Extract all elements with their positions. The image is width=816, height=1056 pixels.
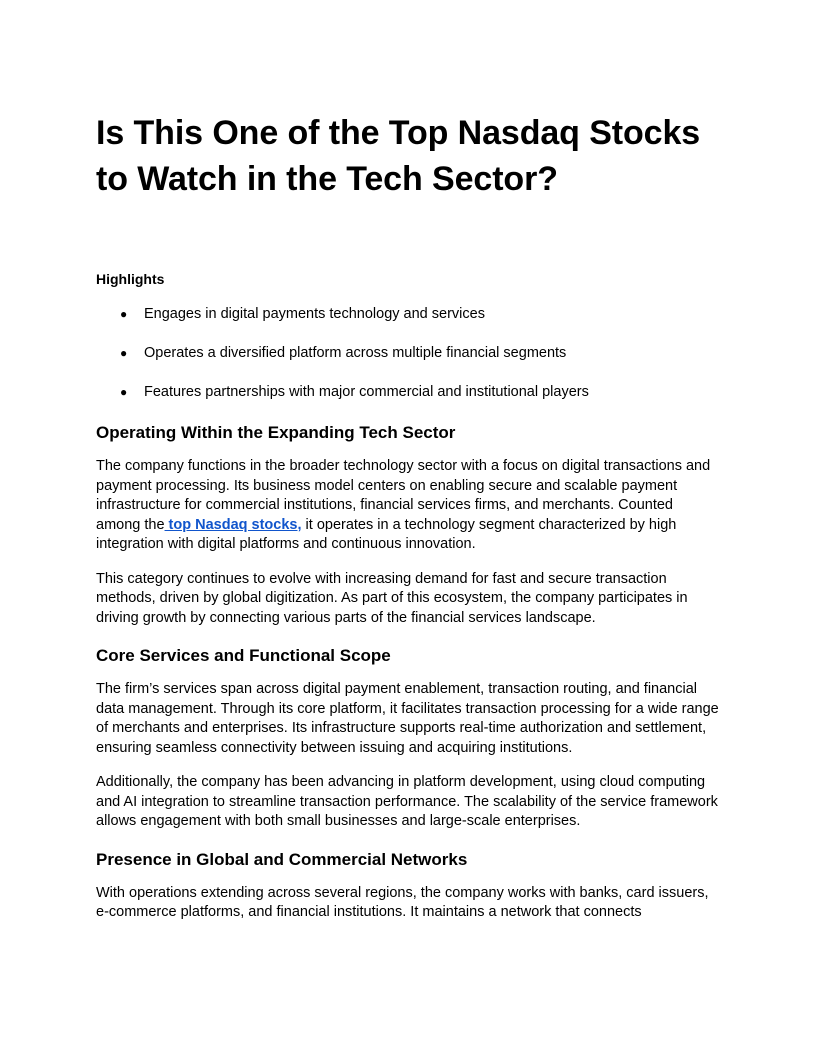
list-item-text: Operates a diversified platform across multiple financial segments	[144, 345, 567, 361]
list-item-text: Features partnerships with major commercial and institutional players	[144, 384, 589, 400]
paragraph: With operations extending across several regions, the company works with banks, card issuers, e-commerce platforms, and financial institutions. It maintains a network that connects	[96, 884, 709, 920]
paragraph: The firm’s services span across digital payment enablement, transaction routing, and financial data management. Through its core platform, it facilitates transaction processing for a wide range of merchants and enterprises. Its infrastructure supports real-time authorization and settlement, ensuring seamless connectivity between issuing and acquiring institutions.	[96, 681, 719, 756]
paragraph-text: it operates in a technology segment characterized by high integration with digital platforms and continuous innovation.	[96, 516, 677, 552]
highlights-list	[96, 305, 720, 401]
list-item	[96, 383, 720, 401]
bullet-icon: ●	[120, 385, 128, 399]
bullet-icon: ●	[120, 346, 128, 360]
list-item	[96, 305, 720, 323]
page-title: Is This One of the Top Nasdaq Stocks to Watch in the Tech Sector?	[96, 114, 701, 198]
paragraph: Additionally, the company has been advancing in platform development, using cloud computing and AI integration to streamline transaction performance. The scalability of the service framework allows engagement with both small businesses and large-scale enterprises.	[96, 774, 718, 829]
paragraph: This category continues to evolve with increasing demand for fast and secure transaction methods, driven by global digitization. As part of this ecosystem, the company participates in driving growth by connecting various parts of the financial services landscape.	[96, 570, 688, 626]
section-heading-tech-sector: Operating Within the Expanding Tech Sector	[96, 423, 456, 442]
top-nasdaq-stocks-link[interactable]: top Nasdaq stocks,	[164, 516, 302, 533]
document-page	[96, 110, 720, 923]
paragraph	[96, 457, 720, 555]
highlights-heading: Highlights	[96, 271, 165, 287]
section-heading-core-services: Core Services and Functional Scope	[96, 646, 391, 665]
list-item	[96, 344, 720, 362]
list-item-text: Engages in digital payments technology and services	[144, 306, 485, 322]
bullet-icon: ●	[120, 307, 128, 321]
paragraph-text: The company functions in the broader technology sector with a focus on digital transactions and payment processing. Its business model centers on enabling secure and scalable payment infrastructure for commercial institutions, financial services firms, and merchants. Counted among the	[96, 458, 711, 533]
section-heading-global-networks: Presence in Global and Commercial Networks	[96, 849, 468, 869]
